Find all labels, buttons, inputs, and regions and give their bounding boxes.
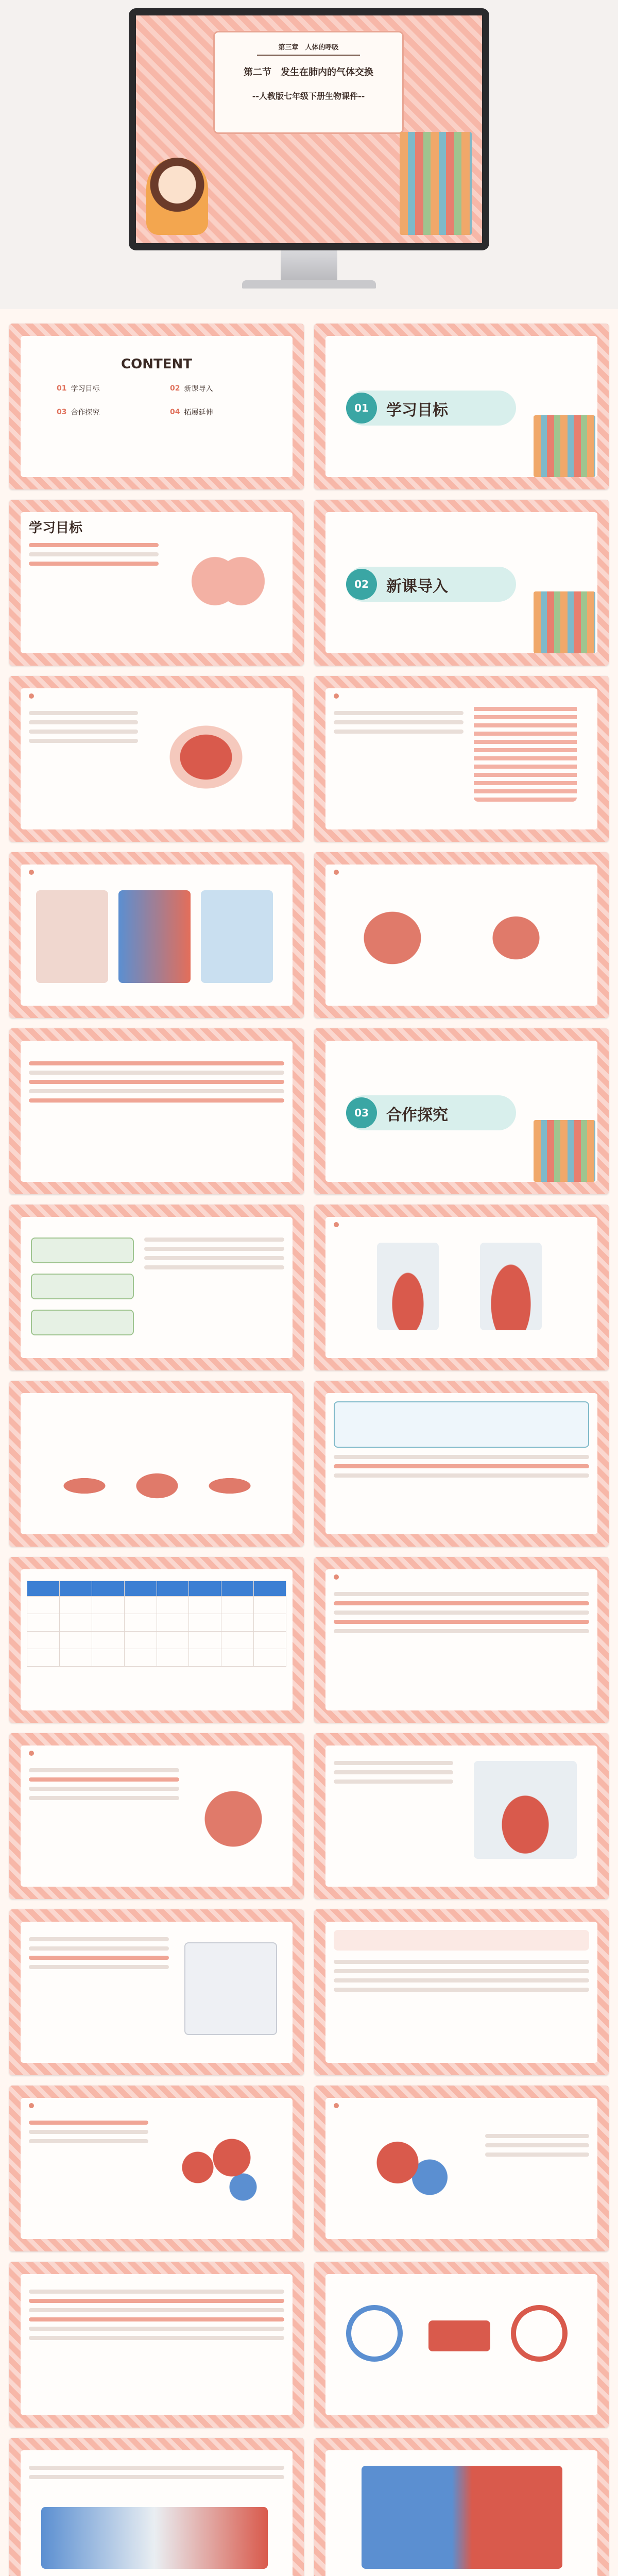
capillary-diagram [362,2466,562,2569]
bullet-dot [29,870,34,875]
contents-item-4 [170,407,213,417]
slide-paper [21,2450,293,2576]
text-line [334,1960,589,1964]
text-lines [334,1592,589,1638]
text-lines [334,1455,589,1483]
lung-anatomy-figure [169,709,262,796]
slide-content[interactable] [314,2262,609,2428]
text-line [29,2130,148,2134]
monitor-stand [281,250,337,281]
text-line [29,1080,284,1084]
slide-content[interactable] [314,2438,609,2576]
slide-head [29,1751,34,1756]
monitor-base [242,280,376,289]
alveoli-figure [346,2119,475,2216]
experiment-tube [31,1310,134,1335]
contents-label: 合作探究 [71,409,100,417]
bullet-dot [334,2103,339,2108]
airways-figure [201,890,273,983]
text-line [29,2475,284,2479]
text-line [334,711,464,715]
text-line [485,2153,589,2157]
gas-exchange-diagram [41,2507,268,2569]
contents-item-2 [170,383,213,394]
contents-item-3 [57,407,99,417]
bell-jar-figure [480,1243,542,1330]
text-line [29,1796,179,1800]
text-line [334,1780,453,1784]
slide-content[interactable] [314,852,609,1018]
text-line [29,2139,148,2143]
slide-paper [325,688,597,829]
slide-content[interactable] [9,1733,304,1899]
text-lines [29,2121,148,2148]
bookshelf-illustration [534,415,595,477]
bullet-dot [334,870,339,875]
text-line [334,1969,589,1973]
slide-title: 学习目标 [29,520,83,536]
slide-paper [21,1393,293,1534]
slide-head [29,2103,34,2108]
text-line [29,2336,284,2340]
slide-paper [21,688,293,829]
contents-label: 拓展延伸 [184,409,213,417]
exhale-figure [470,895,562,973]
vessels-figure [118,890,191,983]
slide-paper [325,1569,597,1710]
monitor [129,8,489,250]
text-lines [144,1238,284,1275]
text-line [334,730,464,734]
text-lines [29,2290,284,2345]
table-row [27,1597,286,1614]
cycle-diagram [346,2305,403,2362]
experiment-tube [31,1238,134,1263]
slide-paper [21,2098,293,2239]
lungs-figure [184,522,272,620]
text-line [29,2327,284,2331]
text-line [334,1761,453,1765]
text-line [29,711,138,715]
slide-summary[interactable] [9,1028,304,1194]
bullet-dot [29,1751,34,1756]
bookshelf-illustration [534,591,595,653]
slide-divider-03[interactable] [314,1028,609,1194]
bullet-dot [334,1222,339,1227]
monitor-screen [136,15,482,243]
slide-paper [325,1393,597,1534]
contents-label: 新课导入 [184,385,213,393]
slide-paper [21,2274,293,2415]
text-line [29,720,138,724]
slide-content[interactable] [9,852,304,1018]
slide-paper [21,336,293,477]
chest-figure [36,890,108,983]
text-line [29,2466,284,2470]
comparison-table [27,1581,286,1667]
divider-label: 合作探究 [386,1106,448,1124]
cycle-diagram [511,2305,568,2362]
text-line [29,1787,179,1791]
divider-label: 新课导入 [386,578,448,596]
slide-content[interactable] [314,1733,609,1899]
divider-label: 学习目标 [386,401,448,419]
text-line [29,1956,169,1960]
bullet-dot [334,1574,339,1580]
lungs-figure [190,1776,277,1854]
contents-label: 学习目标 [71,385,100,393]
hero-section: 第二节 发生在肺内的气体交换 [244,67,373,78]
text-line [29,1937,169,1941]
text-line [29,1946,169,1951]
text-lines [334,711,464,739]
text-lines [29,543,159,571]
slide-head [29,693,34,699]
slide-content[interactable] [9,1381,304,1547]
contents-item-1 [57,383,99,394]
slide-paper [21,1041,293,1182]
slide-content[interactable] [9,1909,304,2075]
contents-num: 02 [170,384,180,393]
slide-head [334,2103,339,2108]
slide-head [29,870,34,875]
text-line [334,1629,589,1633]
text-line [29,2290,284,2294]
slide-paper [21,1745,293,1887]
slide-head [334,1574,339,1580]
text-line [144,1265,284,1269]
slide-objectives[interactable] [9,500,304,666]
text-line [334,720,464,724]
hero-mockup [0,0,618,309]
text-line [29,1061,284,1065]
text-line [334,1592,589,1596]
divider-badge: 02 [346,569,377,600]
text-line [29,543,159,547]
text-line [144,1256,284,1260]
text-line [334,1601,589,1605]
slide-content[interactable] [9,2086,304,2251]
divider-badge: 01 [346,393,377,423]
bell-jar-figure [377,1243,439,1330]
slide-contents[interactable] [9,324,304,489]
text-lines [29,1937,169,1974]
table-row [27,1649,286,1667]
text-line [29,730,138,734]
bullet-dot [334,693,339,699]
slide-content[interactable] [9,1205,304,1370]
text-line [29,2299,284,2303]
slide-head [334,1222,339,1227]
slide-content[interactable] [314,1909,609,2075]
text-line [29,739,138,743]
text-lines [485,2134,589,2162]
ribcage-figure [474,704,577,802]
bell-jar-figure [474,1761,577,1859]
text-line [29,1777,179,1782]
slide-paper [21,1569,293,1710]
text-lines [29,711,138,748]
text-line [334,1464,589,1468]
bullet-dot [29,2103,34,2108]
text-line [29,2308,284,2312]
slide-paper [325,1217,597,1358]
bookshelf-illustration [534,1120,595,1182]
text-line [29,1965,169,1969]
slide-head [334,870,339,875]
text-lines [29,2466,284,2484]
bookshelf-illustration [400,132,472,235]
slide-paper [325,2274,597,2415]
slide-divider-01[interactable] [314,324,609,489]
slide-head [334,693,339,699]
experiment-tube [31,1274,134,1299]
apparatus-figure [184,1942,277,2035]
text-line [485,2134,589,2138]
contents-num: 04 [170,408,180,416]
lung-volume-figures [36,1414,278,1517]
slide-content[interactable] [9,2262,304,2428]
text-line [29,2121,148,2125]
slide-table[interactable] [9,1557,304,1723]
text-line [29,562,159,566]
slide-paper [325,2098,597,2239]
hero-course: --人教版七年级下册生物课件-- [252,91,365,101]
text-line [334,1988,589,1992]
slide-paper [325,2450,597,2576]
girl-illustration [146,158,208,235]
text-lines [334,1761,453,1789]
hero-chapter: 第三章 人体的呼吸 [278,44,339,52]
hero-title-card [213,31,404,134]
slide-content[interactable] [314,1381,609,1547]
text-line [334,1611,589,1615]
text-line [334,1620,589,1624]
alveoli-figure [164,2119,277,2216]
slide-content[interactable] [314,1205,609,1370]
text-line [334,1473,589,1478]
text-lines [334,1960,589,1997]
text-line [29,1098,284,1103]
text-line [29,2317,284,2321]
text-line [144,1238,284,1242]
text-lines [29,1768,179,1805]
slide-content[interactable] [9,2438,304,2576]
heading-band [334,1930,589,1951]
slide-content[interactable] [9,676,304,842]
text-line [144,1247,284,1251]
text-line [29,1768,179,1772]
slide-content[interactable] [314,2086,609,2251]
contents-title: CONTENT [121,357,192,372]
table-row [27,1614,286,1632]
slide-paper [21,1217,293,1358]
slide-divider-02[interactable] [314,500,609,666]
table-row [27,1632,286,1649]
slide-paper [325,1745,597,1887]
text-line [29,1089,284,1093]
slide-content[interactable] [314,676,609,842]
slide-content[interactable] [314,1557,609,1723]
inhale-figure [346,895,439,973]
note-box [334,1401,589,1448]
slide-paper [21,865,293,1006]
contents-num: 03 [57,408,67,416]
slide-paper [21,512,293,653]
text-line [334,1455,589,1459]
table-header-row [27,1581,286,1597]
divider-badge: 03 [346,1097,377,1128]
text-line [485,2143,589,2147]
bullet-dot [29,693,34,699]
text-line [29,552,159,556]
text-line [29,1071,284,1075]
text-line [334,1770,453,1774]
text-lines [29,1061,284,1108]
hero-rule [257,55,360,56]
contents-num: 01 [57,384,67,393]
gas-arrow [428,2320,490,2351]
slide-paper [21,1922,293,2063]
slide-paper [325,865,597,1006]
slide-paper [325,1922,597,2063]
text-line [334,1978,589,1982]
